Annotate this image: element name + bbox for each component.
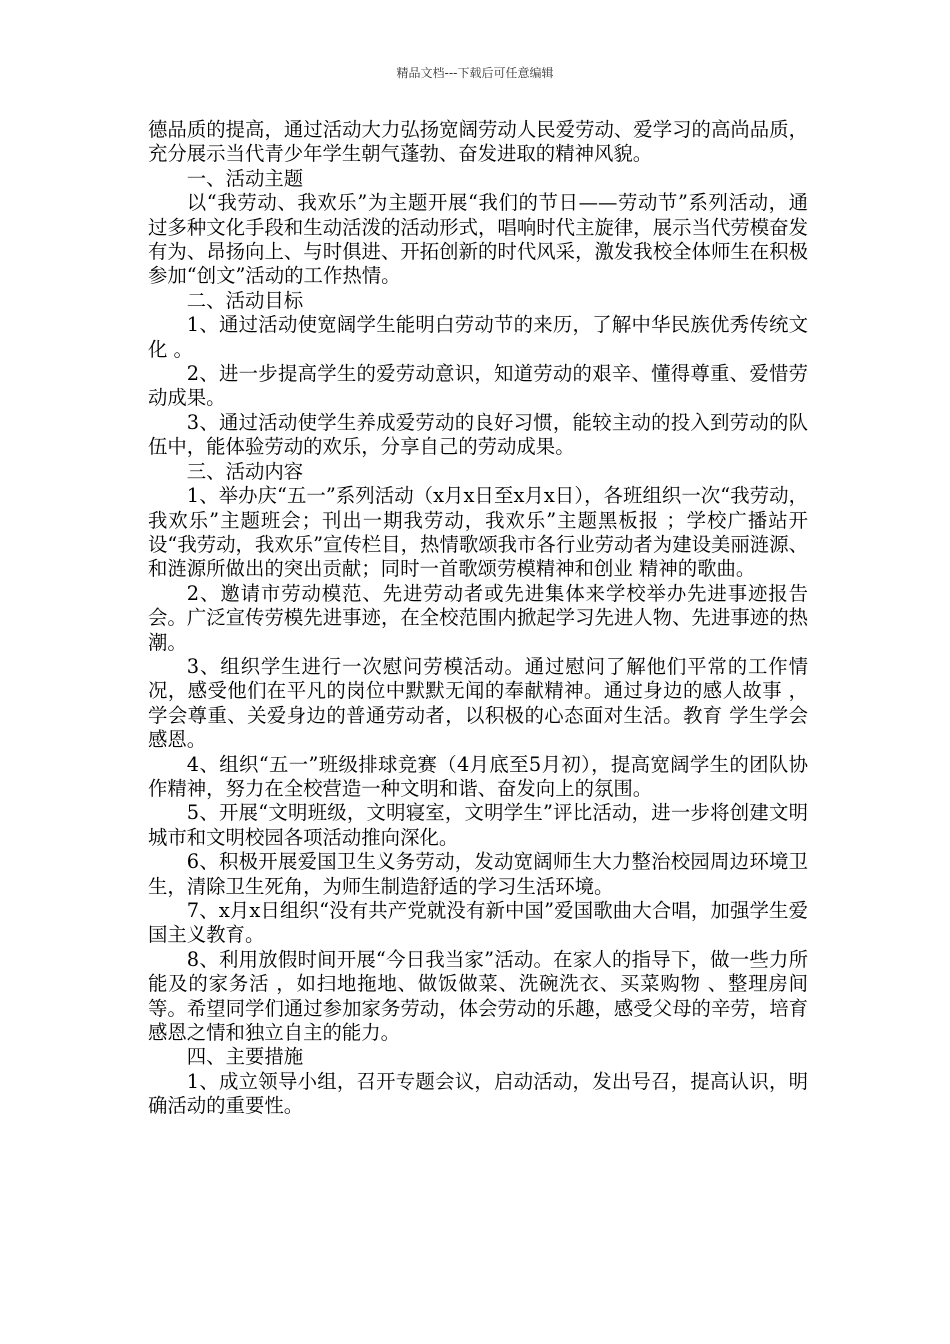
paragraph-content-6: 6、积极开展爱国卫生义务劳动，发动宽阔师生大力整治校园周边环境卫生，清除卫生死角，为师生制造舒适的学习生活环境。 [148, 850, 808, 898]
paragraph-intro-continuation: 德品质的提高，通过活动大力弘扬宽阔劳动人民爱劳动、爱学习的高尚品质，充分展示当代青少年学生朝气蓬勃、奋发进取的精神风貌。 [148, 118, 808, 166]
paragraph-goal-3: 3、通过活动使学生养成爱劳动的良好习惯，能较主动的投入到劳动的队伍中，能体验劳动的欢乐，分享自己的劳动成果。 [148, 410, 808, 459]
section-heading-content: 三、活动内容 [186, 459, 304, 483]
paragraph-content-3: 3、组织学生进行一次慰问劳模活动。通过慰问了解他们平常的工作情况，感受他们在平凡的岗位中默默无闻的奉献精神。通过身边的感人故事 ，学会尊重、关爱身边的普通劳动者，以积极的心态面对生活。教育 学生学会感恩。 [148, 654, 808, 752]
paragraph-content-7: 7、x月x日组织“没有共产党就没有新中国”爱国歌曲大合唱，加强学生爱国主义教育。 [148, 899, 808, 947]
section-heading-theme: 一、活动主题 [186, 166, 304, 190]
paragraph-content-2: 2、邀请市劳动模范、先进劳动者或先进集体来学校举办先进事迹报告会。广泛宣传劳模先进事迹，在全校范围内掀起学习先进人物、先进事迹的热潮。 [148, 581, 808, 654]
paragraph-goal-2: 2、进一步提高学生的爱劳动意识，知道劳动的艰辛、懂得尊重、爱惜劳动成果。 [148, 362, 808, 410]
paragraph-content-4: 4、组织“五一”班级排球竞赛（4月底至5月初），提高宽阔学生的团队协作精神，努力在全校营造一种文明和谐、奋发向上的氛围。 [148, 752, 808, 800]
paragraph-content-8: 8、利用放假时间开展“今日我当家”活动。在家人的指导下，做一些力所能及的家务活 ，如扫地拖地、做饭做菜、洗碗洗衣、买菜购物 、整理房间等。希望同学们通过参加家务劳动，体会劳动的乐趣，感受父母的辛劳，培育感恩之情和独立自主的能力。 [148, 947, 808, 1045]
paragraph-measure-1: 1、成立领导小组，召开专题会议，启动活动，发出号召，提高认识，明确活动的重要性。 [148, 1069, 808, 1118]
paragraph-content-1: 1、举办庆“五一”系列活动（x月x日至x月x日），各班组织一次“我劳动，我欢乐”主题班会；刊出一期我劳动，我欢乐”主题黑板报 ；学校广播站开设“我劳动，我欢乐”宣传栏目，热情歌颂我市各行业劳动者为建设美丽涟源、和涟源所做出的突出贡献；同时一首歌颂劳模精神和创业 精神的歌曲。 [148, 484, 808, 581]
page-header: 精品文档---下载后可任意编辑 [396, 66, 554, 80]
section-heading-goals: 二、活动目标 [186, 288, 304, 312]
paragraph-content-5: 5、开展“文明班级，文明寝室，文明学生”评比活动，进一步将创建文明城市和文明校园各项活动推向深化。 [148, 801, 808, 849]
document-body [148, 118, 808, 1119]
paragraph-theme: 以“我劳动、我欢乐”为主题开展“我们的节日——劳动节”系列活动，通过多种文化手段和生动活泼的活动形式，唱响时代主旋律，展示当代劳模奋发有为、昂扬向上、与时俱进、开拓创新的时代风采，激发我校全体师生在积极参加“创文”活动的工作热情。 [148, 191, 808, 288]
paragraph-goal-1: 1、通过活动使宽阔学生能明白劳动节的来历，了解中华民族优秀传统文化 。 [148, 313, 808, 361]
section-heading-measures: 四、主要措施 [186, 1045, 304, 1069]
